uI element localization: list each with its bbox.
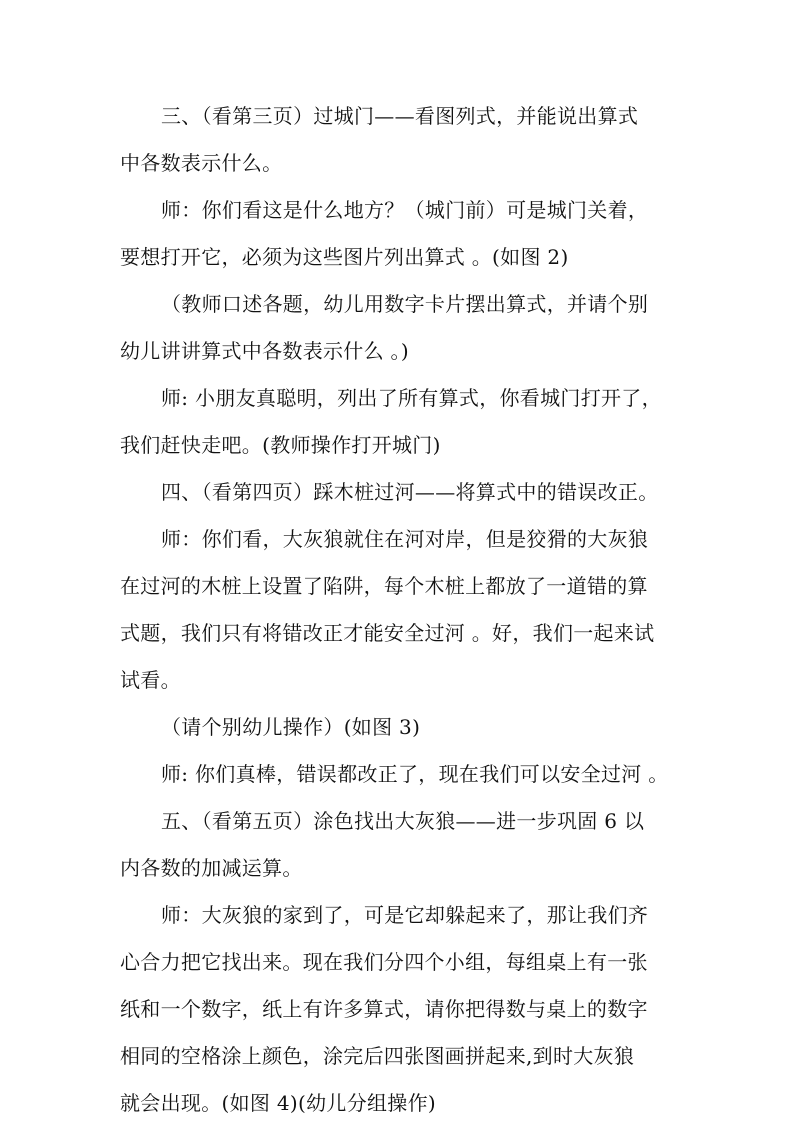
text-line: 要想打开它，必须为这些图片列出算式 。(如图 2) xyxy=(120,245,569,269)
text-line: 心合力把它找出来。现在我们分四个小组，每组桌上有一张 xyxy=(120,950,648,974)
text-line: 五、（看第五页）涂色找出大灰狼——进一步巩固 6 以 xyxy=(161,809,645,833)
text-line: 在过河的木桩上设置了陷阱，每个木桩上都放了一道错的算 xyxy=(120,574,648,598)
text-line: 师：大灰狼的家到了，可是它却躲起来了，那让我们齐 xyxy=(161,903,649,927)
text-line: 纸和一个数字，纸上有许多算式，请你把得数与桌上的数字 xyxy=(120,997,648,1021)
text-line: 三、（看第三页）过城门——看图列式，并能说出算式 xyxy=(161,104,639,128)
text-line: 师：你们看这是什么地方？（城门前）可是城门关着， xyxy=(161,198,649,222)
text-line: 幼儿讲讲算式中各数表示什么 。) xyxy=(120,339,409,363)
text-line: 四、（看第四页）踩木桩过河——将算式中的错误改正。 xyxy=(161,480,659,504)
text-line: 相同的空格涂上颜色，涂完后四张图画拼起来,到时大灰狼 xyxy=(120,1044,635,1068)
text-line: 内各数的加减运算。 xyxy=(120,856,303,880)
text-line: 式题，我们只有将错改正才能安全过河 。好，我们一起来试 xyxy=(120,621,655,645)
text-line: 我们赶快走吧。(教师操作打开城门) xyxy=(120,433,441,457)
text-line: （请个别幼儿操作）(如图 3) xyxy=(161,715,421,739)
document-body xyxy=(120,98,676,1132)
text-line: 中各数表示什么。 xyxy=(120,151,283,175)
text-line: 就会出现。(如图 4)(幼儿分组操作) xyxy=(120,1091,436,1115)
text-line: 师: 你们真棒，错误都改正了，现在我们可以安全过河 。 xyxy=(161,762,669,786)
text-line: 试看。 xyxy=(120,668,181,692)
text-line: （教师口述各题，幼儿用数字卡片摆出算式，并请个别 xyxy=(161,292,649,316)
text-line: 师: 小朋友真聪明，列出了所有算式，你看城门打开了， xyxy=(161,386,662,410)
text-line: 师：你们看，大灰狼就住在河对岸，但是狡猾的大灰狼 xyxy=(161,527,649,551)
